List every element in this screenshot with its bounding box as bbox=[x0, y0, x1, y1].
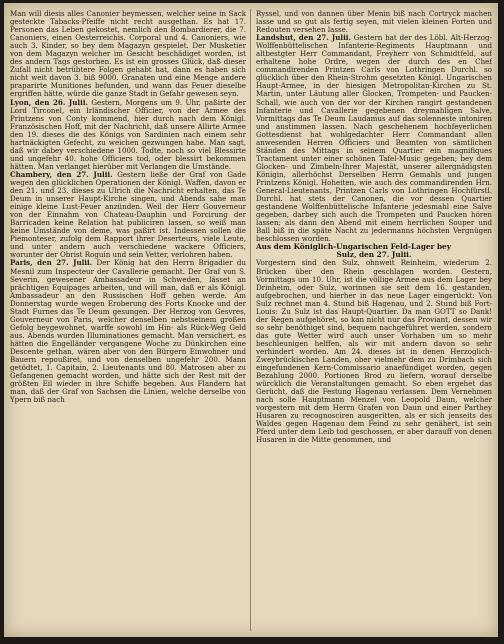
left-column bbox=[10, 10, 246, 632]
article-magazine-explosion: Man will diesis alles Canonier beymessen, welcher seine in Sack gesteckte Tabacks-Pfeiffe nicht recht ausgethan. Es hat 17. Personen das Leben gekostet, nemlich den Bombardierer, die 7. Canoniers, einen Oesterreichis. Corporal und 4. Canoniers, wie auch 3. Kinder, so bey dem Magazyn gespielet. Der Musketier von dem Magazyn welcher im Gesicht beschädiget worden, ist des andern Tags gestorben. Es ist ein grosses Glück, daß dieser Zufall nicht betrübtere Folgen gehabt hat, dann es haben sich nicht weit davon 3. biß 9000. Granaten und eine Menge andere praparirte Munitiones befunden, und wann das Feuer dieselbe ergriffen hätte, würde die ganze Stadt in Gefahr gewesen seyn. bbox=[10, 10, 246, 99]
dateline-sulz: Sulz, den 27. Julii. bbox=[336, 250, 412, 260]
article-chambery bbox=[10, 171, 246, 260]
newspaper-page bbox=[4, 3, 498, 637]
dateline-paris: Paris, den 27. Julii. bbox=[10, 258, 93, 268]
dateline-chambery: Chambery, den 27. Julii. bbox=[10, 169, 113, 179]
column-divider bbox=[250, 9, 251, 631]
article-sulz-body: Vorgestern sind den Sulz, ohnweit Reinheim, wiederum 2. Brücken über den Rhein geschlagen worden. Gestern, Vormittags um 10. Uhr, ist die völlige Armee aus dem Lager bey Drinheim, oder Sulz, worinnen sie seit dem 16. gestanden, aufgebrochen, und hierher in das neue Lager eingerückt: Von Sulz rechnet man 4. Stund biß Hagenau, und 2. Stund biß Fort-Louis: Zu Sulz ist das Haupt-Quartier. Da man GOTT so Dank! der Regen aufgehöret, so kan nicht nur das Proviant, dessen wir so sehr benöthiget sind, bequem nachgeführet werden, sondern das gute Wetter wird auch unser Vorhaben um so mehr beschleunigen helffen, als wir mit andern davon so sehr verhindert worden. Am 24. dieses ist in denen Herzoglich-Zweybrückischen Landen, ober vielmehr dem zu Drimbach sich eingefundenen Kern-Commissario anaefündiget worden, gegen Bezahlung 2000. Portionen Brod zu liefern, worauf derselbe würcklich die Veranstaltungen gemacht. So eben ergehet das Gerücht, daß die Festung Hagenau verlassen. Dem Vernehmen nach solle Hauptmann Menzel von Leopold Daun, welcher vorgestern mit dem Herrn Grafen von Daun und einer Parthey Husaren zu recognosciren ausgeritten, als er sich jenseits des Waldes gegen Hagenau dem Feind zu sehr genähert, ist sein Pferd unter dem Leib tod geschossen, er aber darauff von denen Husaren in die Mitte genommen, und bbox=[256, 258, 492, 445]
article-lyon-body: Gestern, Morgens um 9. Uhr, paßirte der Lord Tirconel, ein Irländischer Officier, von der Armee des Printzens von Conty kommend, hier durch nach dem Königl. Französischen Hoff, mit der Nachricht, daß unsere Allirte Armee den 19. dieses die des Königs von Sardinien nach einem sehr hartnäckigten Gefecht, zu weichen gezwungen habe. Man sagt, daß wir dabey verschiedene 1000. Todte, noch so viel Blessirte und ungefehr 40. hohe Officiers tod, oder blessirt bekommen hätten. Man verlanget hierüber mit Verlangen die Umstände. bbox=[10, 97, 246, 171]
article-landshut-body: Gestern hat der des Löbl. Alt-Herzog-Wolffenbüttelischen Infanterie-Regiments Hauptmann und altbestgter Herr Commandant, Freyherr von Schmidtfeld, auf erhaltene hohe Ordre, wegen der durch des en Chef commandirenden Printzen Carls von Lothringen Durchl. so glücklich über den Rhein-Strohm gesetzten Königl. Ungarischen Haupt-Armee, in der hiesigen Metropolitan-Kirchen zu St. Martin, unter Läutung aller Glocken, Trompeten- und Paucken-Schall, wie auch von der vor der Kirchen rangirt gestandenen Infanterie und Cavallerie gegebenen dreymahligen Salve, Vormittags das Te Deum Laudamus auf das solenneste intoniren und anstimmen lassen. Nach geschehenem hochfeyerlichen Gottesdienst hat wohlgedachter Herr Commandant allen anwesenden Herren Officiers und Beamten von sämtlichen Ständen des Mittags in seinem Quartier ein magnifiques Tractament unter einer schönen Tafel-Music gegeben; bey dem Glocken- und Zimbeln-Ihrer Majestät, unserer allergnädigsten Königin, allerhöchst Derselben Herrn Gemahls und jungen Printzens Königl. Hoheiten, wie auch des commandirenden Hrn. General-Lieutenants, Printzen Carls von Lothringen Hochfürstl. Durchl. hat stets der Canonen, die vor dessen Quartier gestandene Wolffenbüttelische Infanterie jedesmahl eine Salve gegeben, darbey sich auch die Trompeten und Paucken hören lassen; als dann den Abend mit einem herrlichen Souper und Ball biß in die späte Nacht zu jedermanns höchsten Vergnügen beschlossen worden. bbox=[256, 33, 492, 244]
article-paris bbox=[10, 259, 246, 404]
article-paris-body: Der König hat den Herrn Brigadier du Mesnil zum Inspecteur der Cavallerie gemacht. Der Graf von S. Severin, gewesener Ambassadeur in Schweden, lässet an prächtigen Equipages arbeiten, und will man, daß er als Königl. Ambassadeur an den Russischen Hoff gehen werde. Am Donnerstag wurde wegen Eroberung des Forts Knocke und der Stadt Furnes das Te Deum gesungen. Der Herzog von Gesvres, Gouverneur von Paris, welcher denselben nebstseinem großen Gefolg beygewohnet, warffe sowohl im Hin- als Rück-Weg Geld aus. Abends wurden Illuminationes gemacht. Man versichert, es hätten die Engelländer vergangene Woche zu Dünkirchen eine Descente gethan, wären aber von den Bürgern Einwohner und Bauern repoußiret, und von denselben ungefehr 200. Mann getödtet, 1. Capitain, 2. Lieutenants und 80. Matrosen aber zu Gefangenen gemacht worden, und hätte sich der Rest mit der größten Eil wieder in ihre Schiffe begeben. Aus Flandern hat man, daß der Graf von Sachsen die Linien, welche derselbe von Ypern biß nach bbox=[10, 258, 246, 405]
section-heading-feldlager: Aus dem Königlich-Ungarischen Feld-Lager bey bbox=[256, 242, 451, 252]
article-chambery-body: Gestern ließe der Graf von Gade wegen den glücklichen Operationen der Königl. Waffen, davon er den 21. und 23. dieses zu Ulrich die Nachricht erhalten, das Te Deum in unserer Haupt-Kirche singen, und Abends sahe man einige kleine Lust-Feuer anzünden. Weil der Herr Gouverneur von der Einnahm von Chateau-Dauphin und Forcirung der Barricaden keine Relation hat publiciren lassen, so weiß man keine Umstände von deme, was paßirt ist. Indessen sollen die Piemonteser, zufolg dem Rapport ihrer Deserteurs, viele Leute, und unter andern auch verschiedene wackere Officiers, worunter der Obrist Roguin und sein Vetter, verlohren haben. bbox=[10, 169, 246, 260]
right-column bbox=[256, 10, 492, 632]
article-lyon bbox=[10, 99, 246, 171]
dateline-landshut: Landshut, den 27. Julii. bbox=[256, 33, 351, 43]
article-landshut bbox=[256, 34, 492, 243]
dateline-lyon: Lyon, den 26. Julii. bbox=[10, 97, 88, 107]
article-ryssel-continued: Ryssel, und von dannen über Menin biß nach Cortryck machen lasse und so gut als fertig seyen, mit vielen kleinen Forten und Redouten versehen lasse. bbox=[256, 10, 492, 35]
